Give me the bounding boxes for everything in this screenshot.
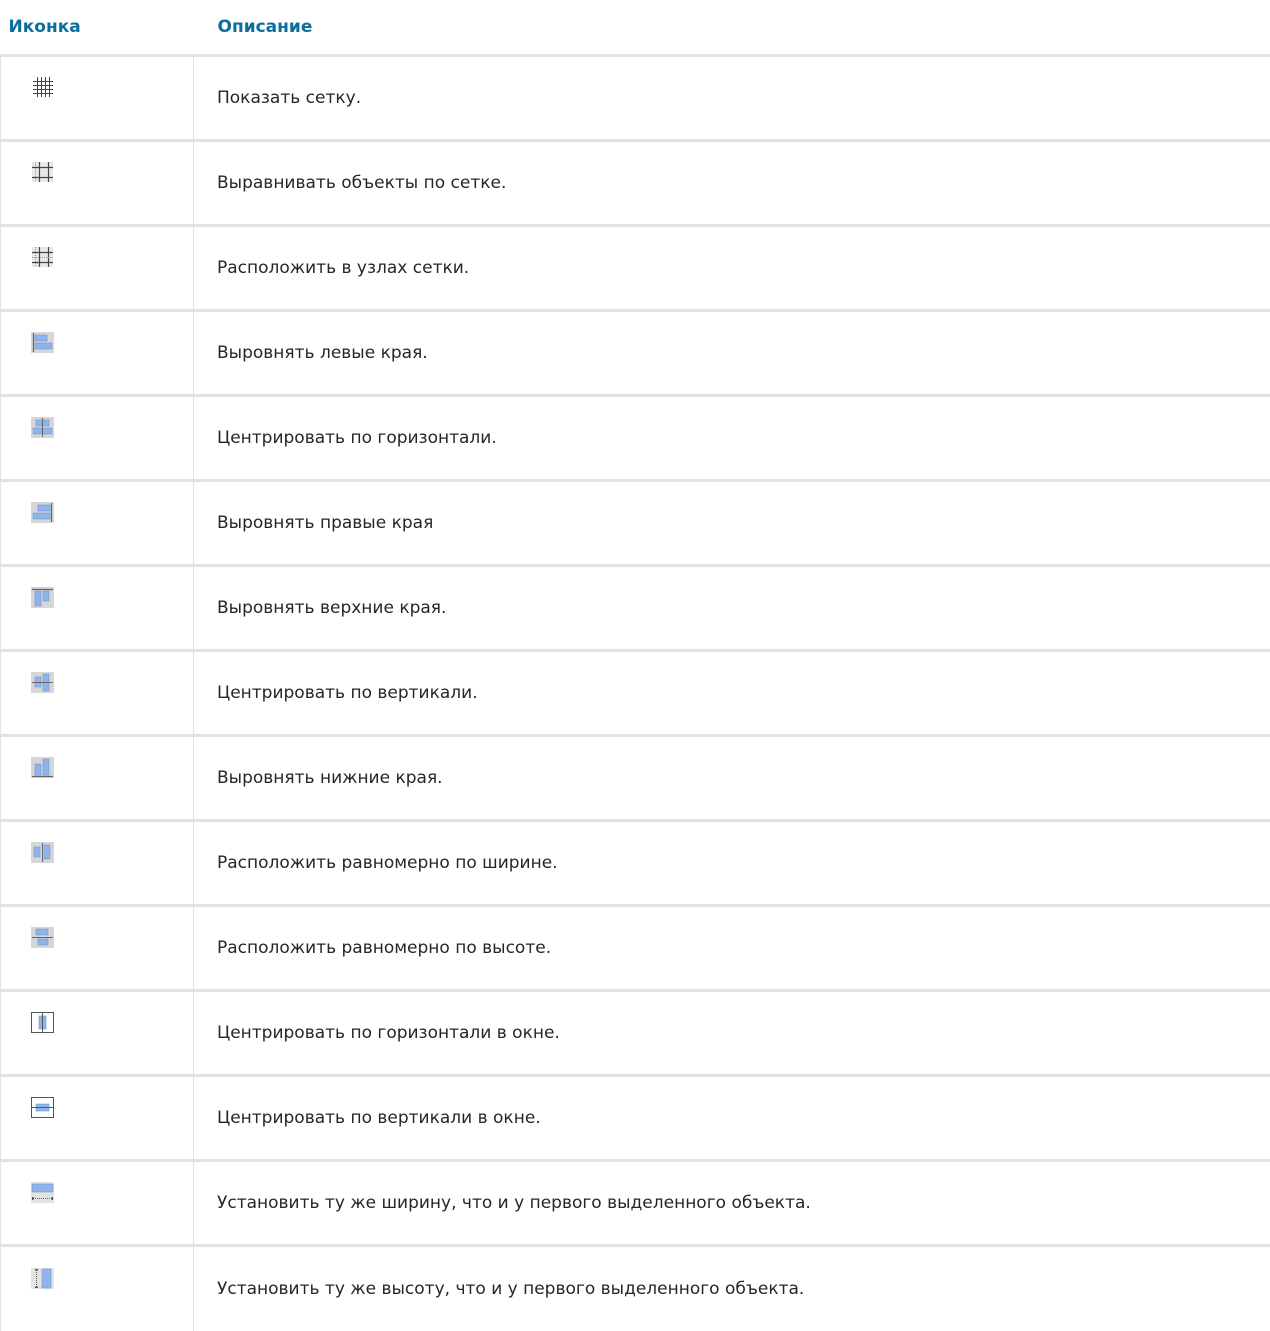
description-cell: Выравнивать объекты по сетке. — [194, 141, 1270, 226]
table-row — [1, 481, 1270, 566]
icon-cell — [1, 906, 194, 991]
icon-cell — [1, 226, 194, 311]
icon-cell — [1, 396, 194, 481]
description-cell: Выровнять правые края — [194, 481, 1270, 566]
table-row — [1, 141, 1270, 226]
description-cell: Выровнять левые края. — [194, 311, 1270, 396]
center-horizontally-in-window-icon — [28, 1009, 56, 1035]
column-header-description: Описание — [194, 0, 1270, 56]
space-vertically-icon — [28, 924, 56, 950]
align-top-icon — [28, 584, 56, 610]
show-grid-icon — [28, 74, 56, 100]
icon-cell — [1, 1246, 194, 1331]
description-cell: Расположить равномерно по высоте. — [194, 906, 1270, 991]
description-cell: Центрировать по горизонтали. — [194, 396, 1270, 481]
icon-cell — [1, 821, 194, 906]
table-header-row — [1, 0, 1270, 56]
table-row — [1, 566, 1270, 651]
table-row — [1, 991, 1270, 1076]
description-cell: Центрировать по вертикали в окне. — [194, 1076, 1270, 1161]
table-row — [1, 651, 1270, 736]
table-row — [1, 906, 1270, 991]
table-row — [1, 1246, 1270, 1331]
align-left-icon — [28, 329, 56, 355]
column-header-icon: Иконка — [1, 0, 194, 56]
align-horizontal-center-icon — [28, 414, 56, 440]
align-right-icon — [28, 499, 56, 525]
same-width-icon — [28, 1179, 56, 1205]
icon-cell — [1, 141, 194, 226]
description-cell: Установить ту же ширину, что и у первого выделенного объекта. — [194, 1161, 1270, 1246]
fit-to-grid-icon — [28, 244, 56, 270]
table-row — [1, 56, 1270, 141]
icon-cell — [1, 651, 194, 736]
description-cell: Выровнять верхние края. — [194, 566, 1270, 651]
table-row — [1, 226, 1270, 311]
description-cell: Показать сетку. — [194, 56, 1270, 141]
icon-cell — [1, 991, 194, 1076]
icon-cell — [1, 736, 194, 821]
description-cell: Выровнять нижние края. — [194, 736, 1270, 821]
icon-cell — [1, 481, 194, 566]
table-row — [1, 1161, 1270, 1246]
icon-cell — [1, 311, 194, 396]
icon-cell — [1, 566, 194, 651]
description-cell: Центрировать по вертикали. — [194, 651, 1270, 736]
description-cell: Расположить в узлах сетки. — [194, 226, 1270, 311]
description-cell: Расположить равномерно по ширине. — [194, 821, 1270, 906]
description-cell: Установить ту же высоту, что и у первого выделенного объекта. — [194, 1246, 1270, 1331]
space-horizontally-icon — [28, 839, 56, 865]
icon-cell — [1, 1161, 194, 1246]
table-row — [1, 1076, 1270, 1161]
table-row — [1, 396, 1270, 481]
description-cell: Центрировать по горизонтали в окне. — [194, 991, 1270, 1076]
align-vertical-center-icon — [28, 669, 56, 695]
same-height-icon — [28, 1265, 56, 1291]
icon-cell — [1, 56, 194, 141]
table-row — [1, 311, 1270, 396]
center-vertically-in-window-icon — [28, 1094, 56, 1120]
align-bottom-icon — [28, 754, 56, 780]
table-row — [1, 821, 1270, 906]
icon-cell — [1, 1076, 194, 1161]
align-to-grid-icon — [28, 159, 56, 185]
table-row — [1, 736, 1270, 821]
